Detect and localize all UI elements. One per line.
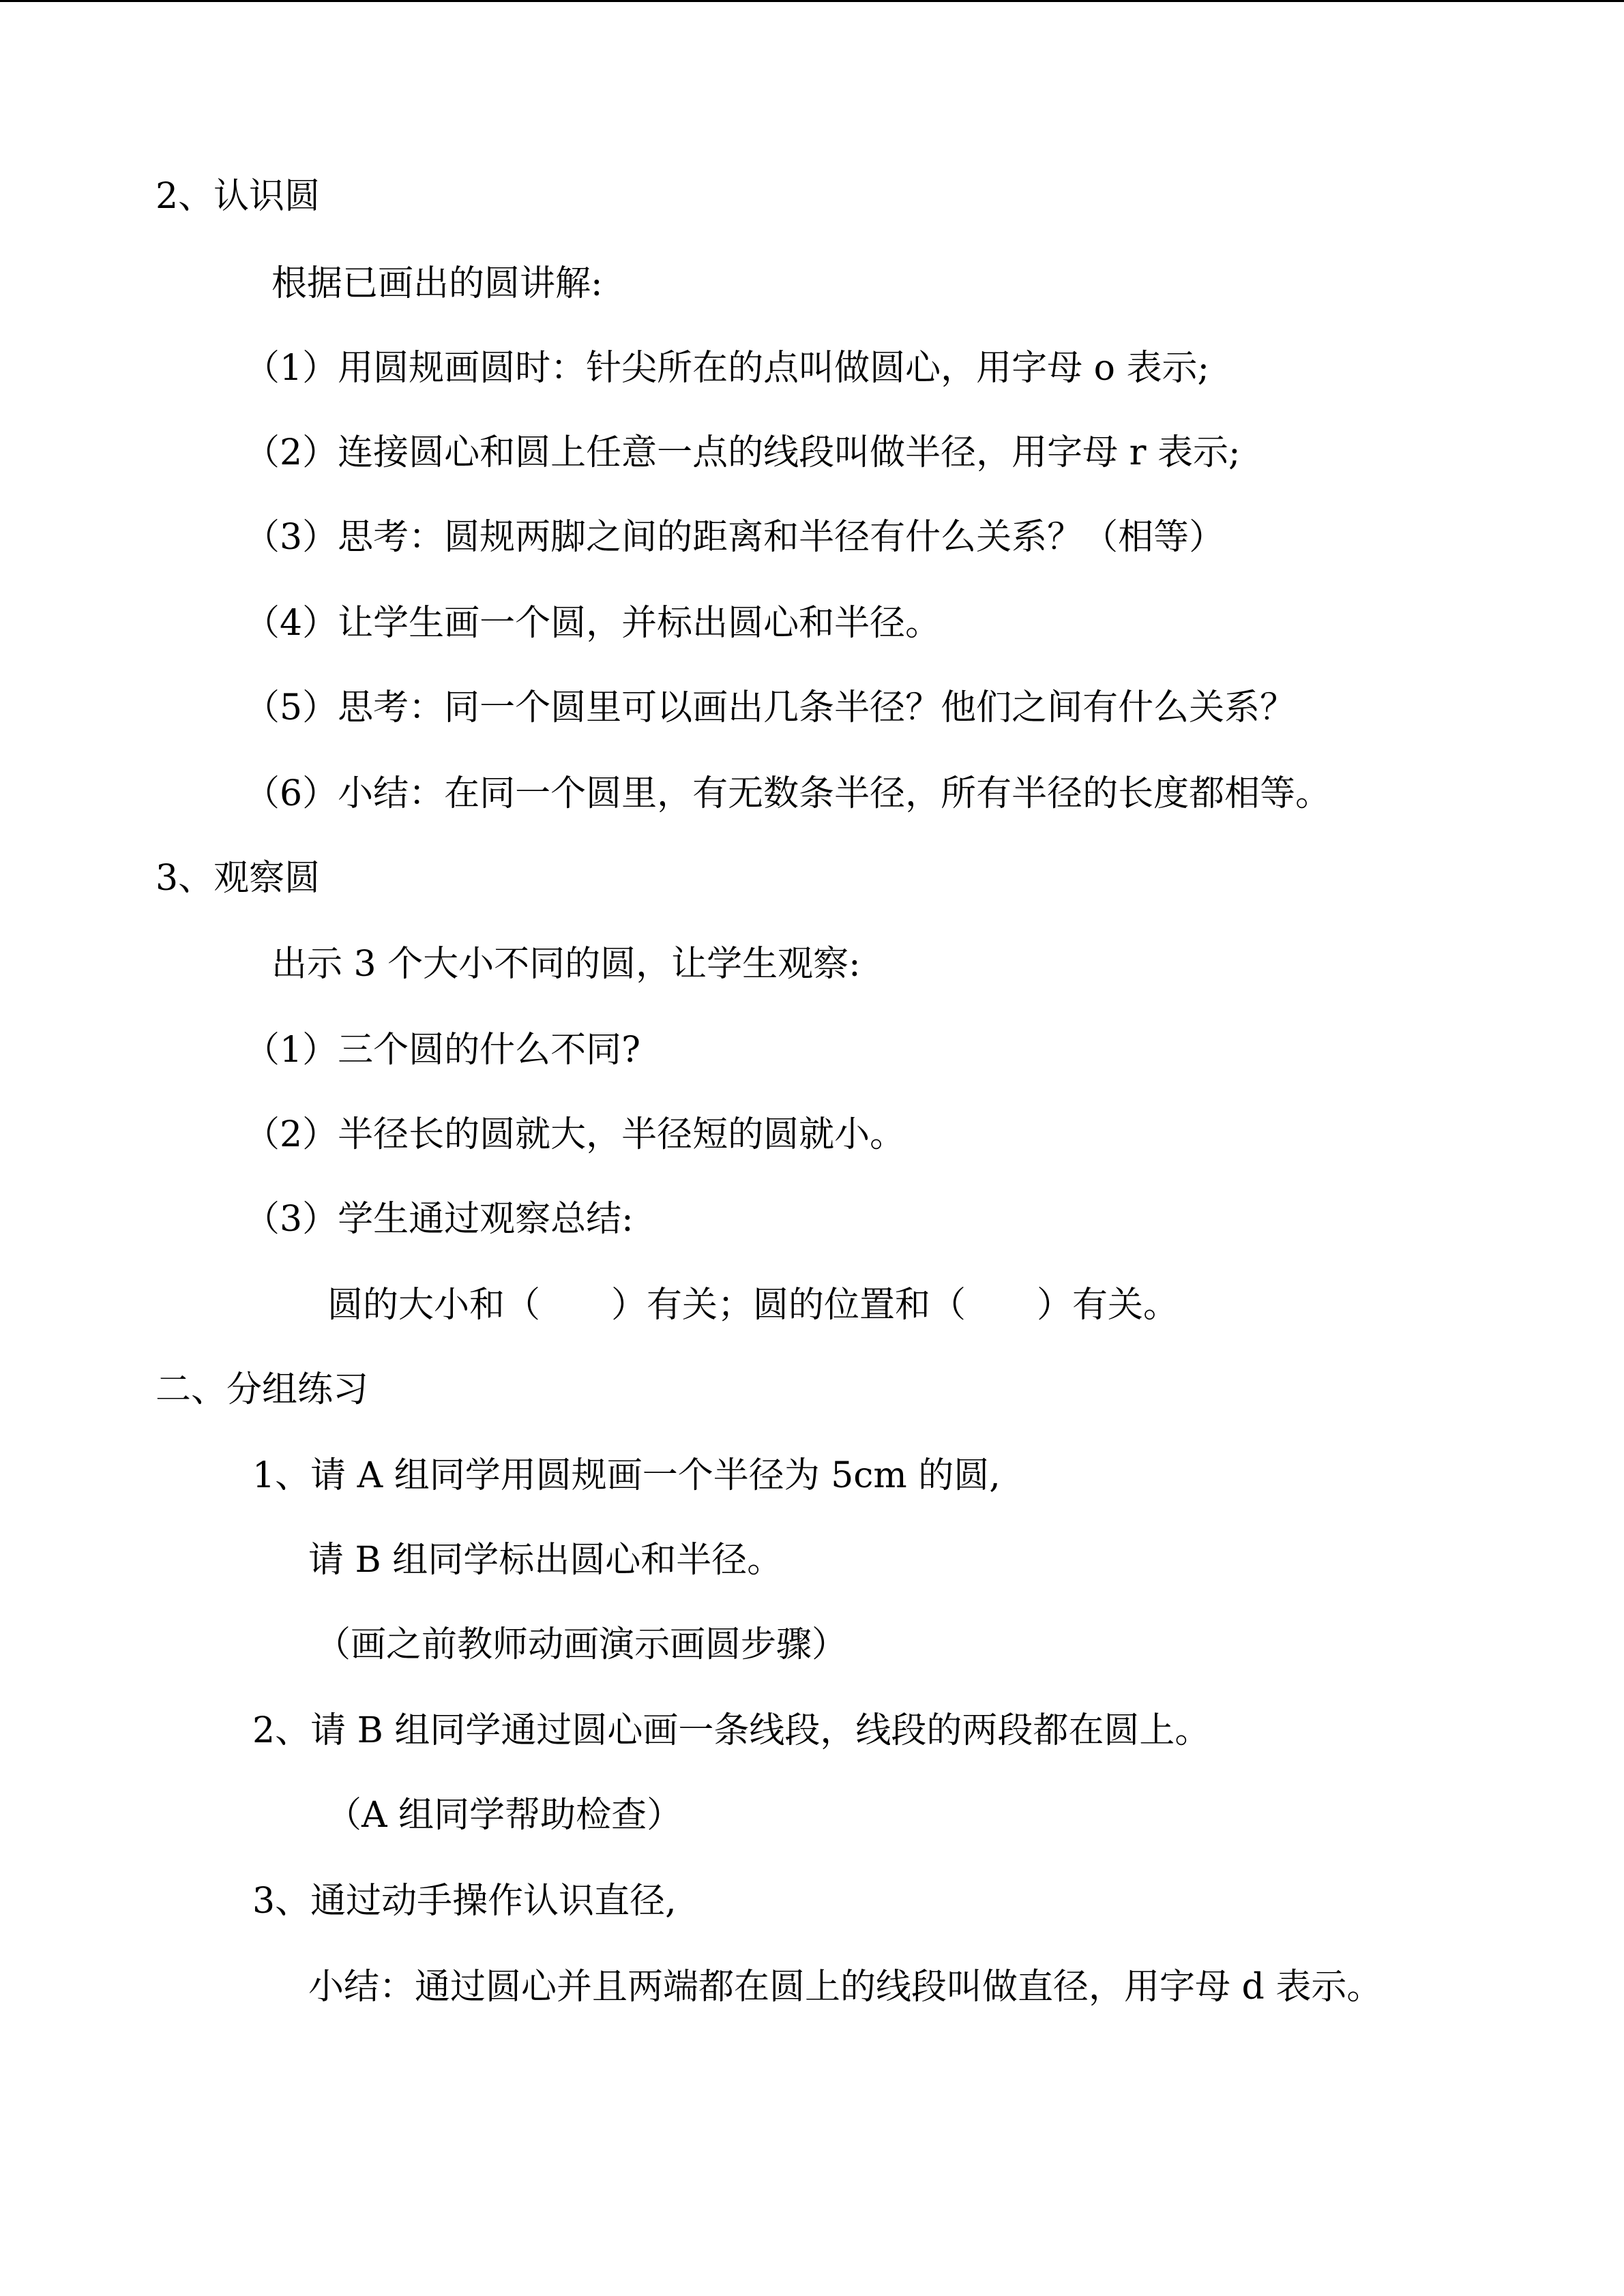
exercise-item: 2、请 B 组同学通过圆心画一条线段，线段的两段都在圆上。 [252,1710,1211,1751]
exercise-note: （画之前教师动画演示画圆步骤） [315,1624,848,1665]
summary-text: 小结：通过圆心并且两端都在圆上的线段叫做直径，用字母 d 表示。 [308,1967,1383,2008]
list-item: （3）学生通过观察总结: [244,1199,634,1240]
exercise-note: （A 组同学帮助检查） [326,1795,683,1836]
list-item: （2）连接圆心和圆上任意一点的线段叫做半径，用字母 r 表示; [244,432,1241,473]
text-line: 根据已画出的圆讲解: [271,263,603,304]
list-item: （6）小结：在同一个圆里，有无数条半径，所有半径的长度都相等。 [244,773,1331,814]
list-item: （2）半径长的圆就大，半径短的圆就小。 [244,1114,906,1155]
exercise-text: 请 B 组同学标出圆心和半径。 [308,1540,783,1581]
list-item: （1）三个圆的什么不同? [244,1030,640,1071]
page-top-border [0,0,1624,2]
text-line: 出示 3 个大小不同的圆，让学生观察: [271,944,861,985]
section-heading-recognize-circle: 2、认识圆 [156,176,321,217]
section-heading-observe-circle: 3、观察圆 [156,858,321,899]
list-item: （5）思考：同一个圆里可以画出几条半径？他们之间有什么关系？ [244,687,1296,728]
exercise-item: 1、请 A 组同学用圆规画一个半径为 5cm 的圆, [252,1455,1001,1496]
list-item: （1）用圆规画圆时：针尖所在的点叫做圆心，用字母 o 表示; [244,348,1209,389]
list-item: （4）让学生画一个圆，并标出圆心和半径。 [244,603,941,644]
fill-in-blank-sentence: 圆的大小和（ ）有关；圆的位置和（ ）有关。 [327,1285,1179,1326]
exercise-item: 3、通过动手操作认识直径, [252,1881,677,1922]
section-heading-group-practice: 二、分组练习 [156,1369,369,1410]
list-item: （3）思考：圆规两脚之间的距离和半径有什么关系？（相等） [244,517,1225,558]
